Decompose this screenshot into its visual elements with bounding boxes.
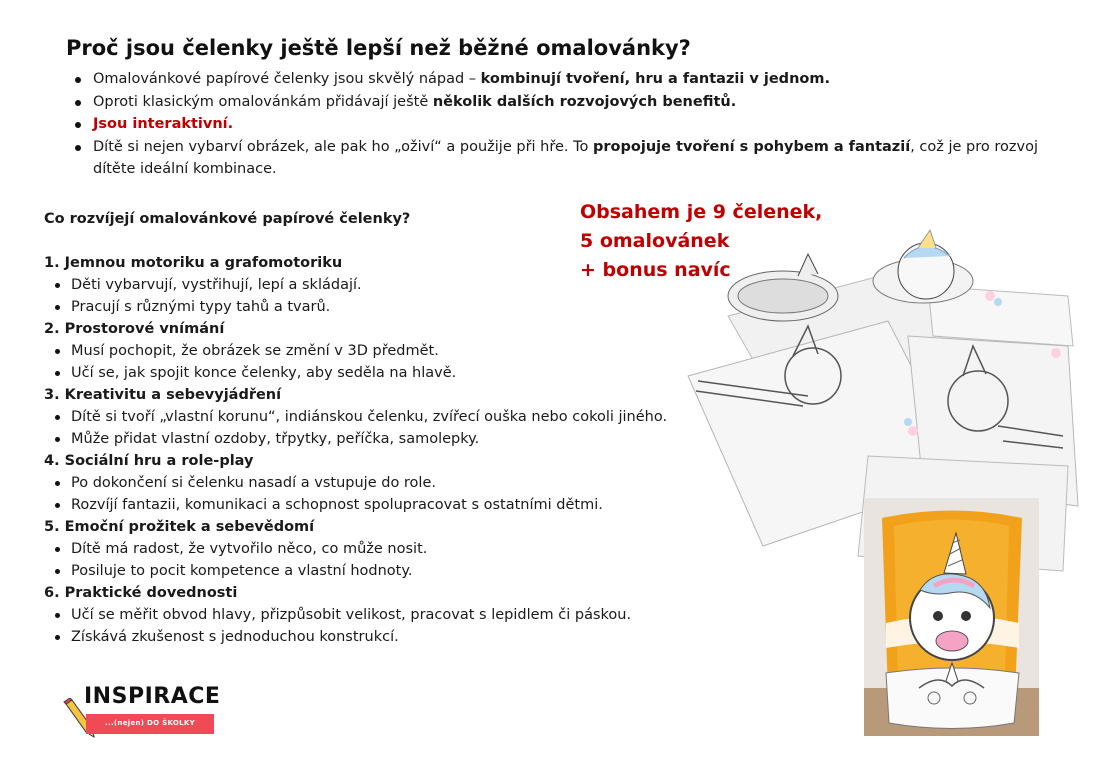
promo-line: 5 omalovánek [580, 230, 730, 252]
list-item: Učí se měřit obvod hlavy, přizpůsobit velikost, pracovat s lepidlem či páskou. [71, 604, 684, 626]
category-heading: 1. Jemnou motoriku a grafomotoriku [44, 255, 343, 271]
intro-bullet: Jsou interaktivní. [93, 113, 1083, 136]
category-list [44, 340, 684, 384]
list-item: Dítě si tvoří „vlastní korunu“, indiánskou čelenku, zvířecí ouška nebo cokoli jiného. [71, 406, 684, 428]
list-item: Získává zkušenost s jednoduchou konstrukcí. [71, 626, 684, 648]
list-item: Posiluje to pocit kompetence a vlastní hodnoty. [71, 560, 684, 582]
list-item: Dítě má radost, že vytvořilo něco, co může nosit. [71, 538, 684, 560]
list-item: Učí se, jak spojit konce čelenky, aby seděla na hlavě. [71, 362, 684, 384]
intro-bullet-list [66, 68, 1083, 181]
category-heading: 5. Emoční prožitek a sebevědomí [44, 519, 315, 535]
logo-title: INSPIRACE [84, 684, 221, 709]
category-heading: 2. Prostorové vnímání [44, 321, 225, 337]
list-item: Rozvíjí fantazii, komunikaci a schopnost spolupracovat s ostatními dětmi. [71, 494, 684, 516]
category-list [44, 406, 684, 450]
category-list [44, 604, 684, 648]
intro-bullet: Omalovánkové papírové čelenky jsou skvělý nápad – kombinují tvoření, hru a fantazii v jednom. [93, 68, 1083, 91]
logo-banner [86, 714, 214, 734]
intro-bullet: Dítě si nejen vybarví obrázek, ale pak ho „oživí“ a použije při hře. To propojuje tvoření s pohybem a fantazií, což je pro rozvoj dítěte ideální kombinace. [93, 136, 1083, 181]
content-promo [580, 198, 822, 285]
category-list [44, 538, 684, 582]
promo-line: Obsahem je 9 čelenek, [580, 201, 823, 223]
category-heading: 3. Kreativitu a sebevyjádření [44, 387, 282, 403]
unicorn-crown-photo [864, 498, 1039, 736]
page-title: Proč jsou čelenky ještě lepší než běžné omalovánky? [66, 36, 691, 60]
list-item: Může přidat vlastní ozdoby, třpytky, peříčka, samolepky. [71, 428, 684, 450]
list-item: Musí pochopit, že obrázek se změní v 3D předmět. [71, 340, 684, 362]
logo-subtitle: ...(nejen) DO ŠKOLKY [105, 719, 195, 727]
list-item: Po dokončení si čelenku nasadí a vstupuje do role. [71, 472, 684, 494]
category-list [44, 472, 684, 516]
category-heading: 6. Praktické dovednosti [44, 585, 238, 601]
intro-bullet: Oproti klasickým omalovánkám přidávají ještě několik dalších rozvojových benefitů. [93, 91, 1083, 114]
list-item: Pracují s různými typy tahů a tvarů. [71, 296, 684, 318]
inspirace-logo [62, 684, 222, 738]
development-title: Co rozvíjejí omalovánkové papírové čelenky? [44, 211, 411, 227]
list-item: Děti vybarvují, vystřihují, lepí a skládají. [71, 274, 684, 296]
promo-line: + bonus navíc [580, 259, 731, 281]
category-heading: 4. Sociální hru a role-play [44, 453, 254, 469]
